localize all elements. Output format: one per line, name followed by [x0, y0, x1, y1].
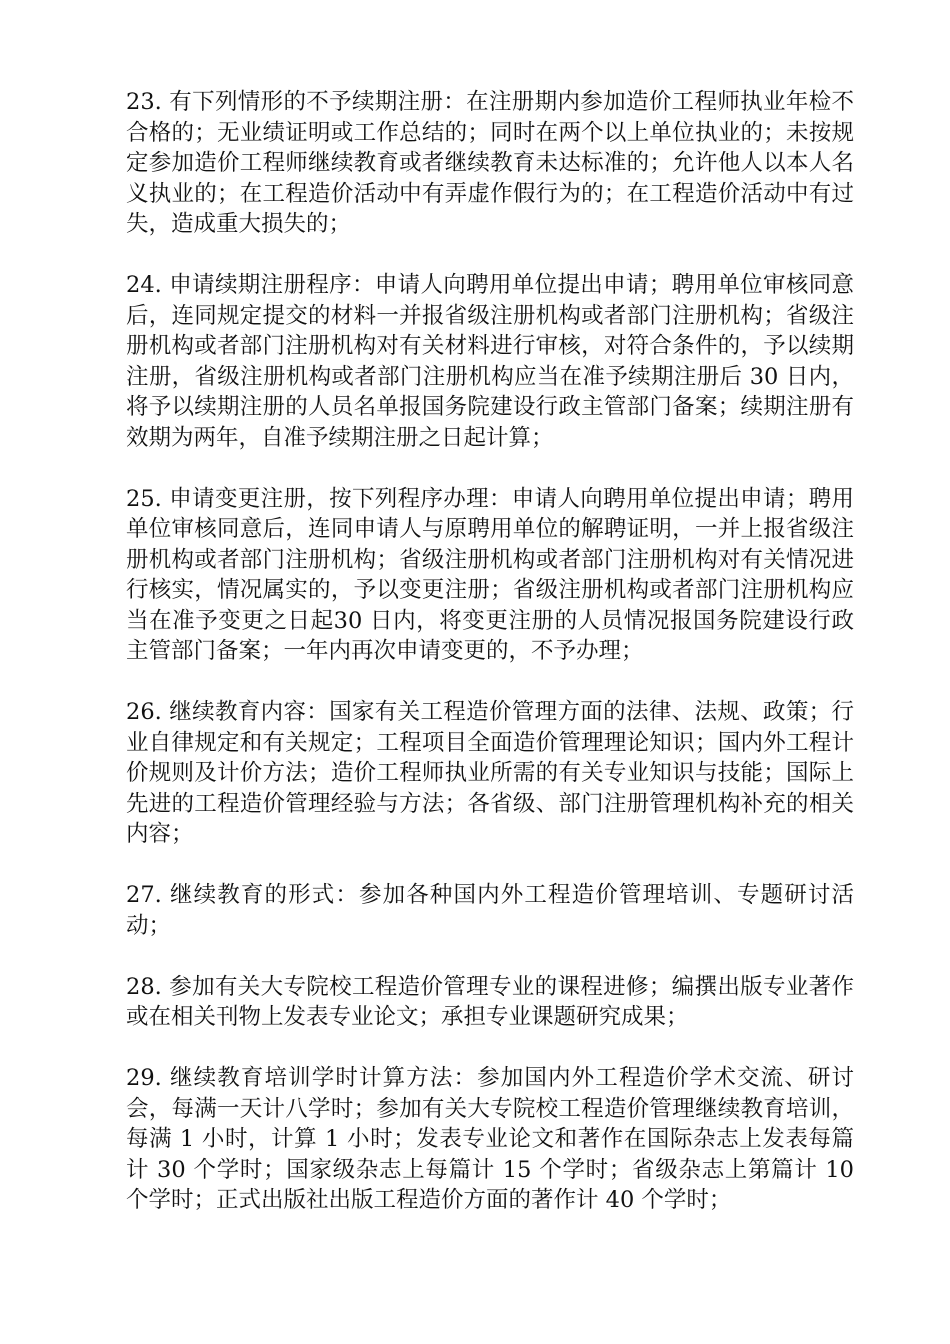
paragraph-28: 28. 参加有关大专院校工程造价管理专业的课程进修；编撰出版专业著作或在相关刊物上发表专业论文；承担专业课题研究成果；	[126, 973, 854, 1030]
paragraph-23: 23. 有下列情形的不予续期注册：在注册期内参加造价工程师执业年检不合格的；无业绩证明或工作总结的；同时在两个以上单位执业的；未按规定参加造价工程师继续教育或者继续教育未达标准的；允许他人以本人名义执业的；在工程造价活动中有弄虚作假行为的；在工程造价活动中有过失，造成重大损失的；	[126, 89, 854, 237]
document-body	[126, 87, 854, 1246]
paragraph-29: 29. 继续教育培训学时计算方法：参加国内外工程造价学术交流、研讨会，每满一天计八学时；参加有关大专院校工程造价管理继续教育培训，每满 1 小时，计算 1 小时；发表专业论文和著作在国际杂志上发表每篇计 30 个学时；国家级杂志上每篇计 15 个学时；省级杂志上第篇计 10 个学时；正式出版社出版工程造价方面的著作计 40 个学时；	[126, 1065, 854, 1213]
paragraph-25: 25. 申请变更注册，按下列程序办理：申请人向聘用单位提出申请；聘用单位审核同意后，连同申请人与原聘用单位的解聘证明，一并上报省级注册机构或者部门注册机构；省级注册机构或者部门注册机构对有关情况进行核实，情况属实的，予以变更注册；省级注册机构或者部门注册机构应当在准予变更之日起30 日内，将变更注册的人员情况报国务院建设行政主管部门备案；一年内再次申请变更的，不予办理；	[126, 485, 854, 664]
paragraph-26: 26. 继续教育内容：国家有关工程造价管理方面的法律、法规、政策；行业自律规定和有关规定；工程项目全面造价管理理论知识；国内外工程计价规则及计价方法；造价工程师执业所需的有关专业知识与技能；国际上先进的工程造价管理经验与方法；各省级、部门注册管理机构补充的相关内容；	[126, 699, 854, 847]
paragraph-27: 27. 继续教育的形式：参加各种国内外工程造价管理培训、专题研讨活动；	[126, 882, 854, 939]
paragraph-24: 24. 申请续期注册程序：申请人向聘用单位提出申请；聘用单位审核同意后，连同规定提交的材料一并报省级注册机构或者部门注册机构；省级注册机构或者部门注册机构对有关材料进行审核，对符合条件的，予以续期注册，省级注册机构或者部门注册机构应当在准予续期注册后 30 日内，将予以续期注册的人员名单报国务院建设行政主管部门备案；续期注册有效期为两年，自准予续期注册之日起计算；	[126, 272, 854, 451]
